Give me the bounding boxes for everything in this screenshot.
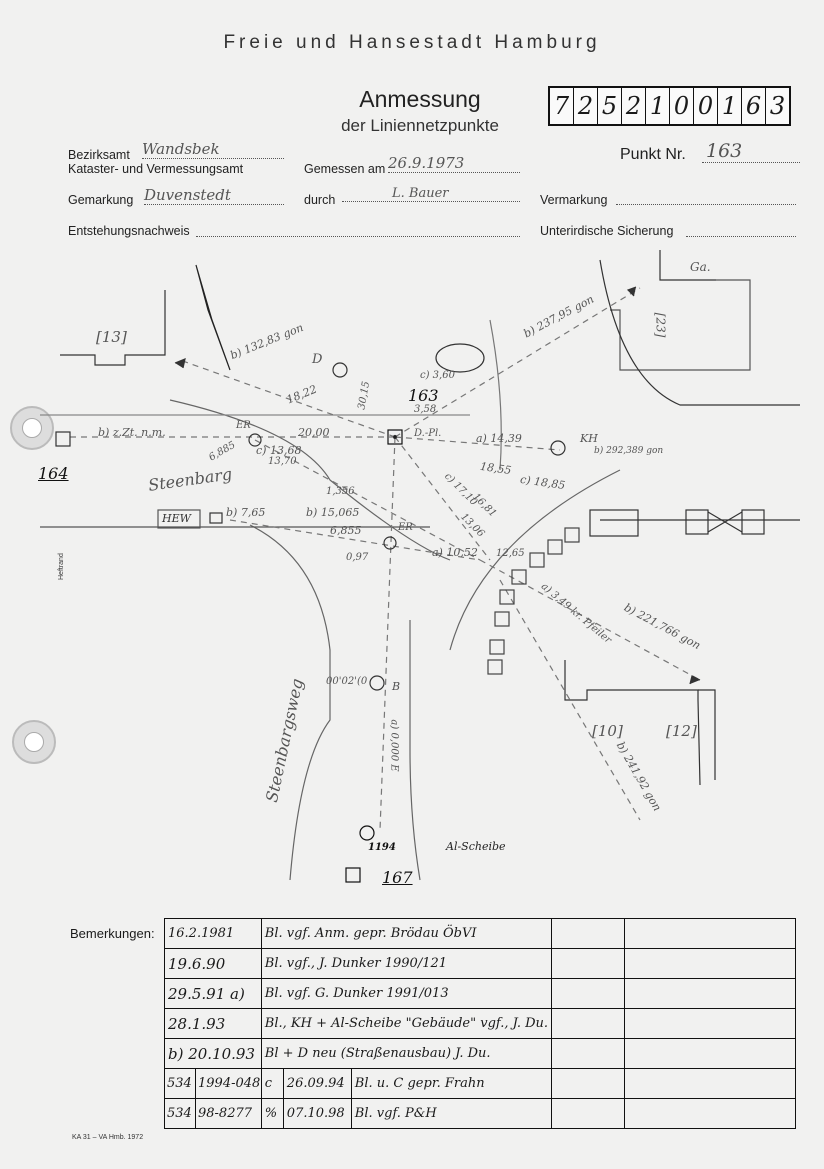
city-header: Freie und Hansestadt Hamburg — [223, 32, 601, 53]
label-d-pl: D.-Pl. — [414, 428, 442, 439]
remarks-cell: 534 — [165, 1069, 196, 1098]
measure-1052: a) 10,52 — [432, 546, 478, 559]
label-er-2: ER — [398, 522, 413, 533]
remarks-cell: Bl. vgf. Anm. gepr. Brödau ÖbVI — [261, 919, 551, 949]
measure-b221: b) 221,766 gon — [621, 600, 703, 653]
measure-1681: 16,81 — [470, 491, 499, 520]
label-al-scheibe: Al-Scheibe — [446, 840, 506, 853]
remarks-cell — [624, 1099, 795, 1129]
label-er-1: ER — [236, 420, 251, 431]
id-digit: 7 — [550, 88, 574, 124]
point-b-circle — [370, 676, 384, 690]
point-167-square — [346, 868, 360, 882]
measure-15065: b) 15,065 — [306, 506, 360, 519]
label-ga: Ga. — [690, 260, 711, 274]
measure-2000: 20,00 — [298, 426, 330, 439]
remarks-row — [165, 1069, 796, 1099]
id-digit: 3 — [769, 92, 786, 120]
label-point-167: 167 — [382, 868, 413, 887]
remarks-cell: % — [262, 1099, 284, 1128]
id-digit: 0 — [694, 88, 718, 124]
remarks-row — [165, 1099, 796, 1129]
label-10: [10] — [592, 722, 623, 740]
arrow-b132 — [175, 359, 185, 368]
measure-1370: 13,70 — [268, 456, 297, 467]
north-arrow — [196, 265, 230, 370]
gemarkung-label: Gemarkung — [68, 193, 134, 207]
point-d-circle — [333, 363, 347, 377]
remarks-cell: 26.09.94 — [284, 1069, 352, 1098]
measure-zd: b) z.Zt. n.m. — [98, 426, 166, 439]
unterirdisch-label: Unterirdische Sicherung — [540, 224, 674, 238]
remarks-cell: 28.1.93 — [165, 1009, 262, 1039]
remarks-cell: 07.10.98 — [284, 1099, 352, 1128]
vermarkung-label: Vermarkung — [540, 193, 608, 207]
measure-1710: c) 17,10 — [442, 471, 480, 508]
remarks-cell — [552, 1099, 624, 1129]
road-steenbargsweg-right — [410, 620, 420, 880]
gemarkung-value: Duvenstedt — [144, 186, 284, 205]
road-edge-ne — [600, 260, 800, 405]
measure-1368: c) 13,68 — [256, 444, 302, 457]
measure-1885: c) 18,85 — [519, 472, 567, 493]
remarks-cell: Bl. vgf., J. Dunker 1990/121 — [261, 949, 551, 979]
building-12-edge — [698, 690, 715, 780]
point-kh-circle — [551, 441, 565, 455]
remarks-cell: 98-8277 — [198, 1106, 253, 1121]
measure-1356: 1,356 — [326, 486, 355, 497]
remarks-row — [165, 949, 796, 979]
punkt-label: Punkt Nr. — [620, 146, 686, 163]
label-point-164: 164 — [38, 464, 69, 483]
remarks-table — [164, 918, 796, 1129]
measure-1306: 13,06 — [458, 511, 487, 540]
label-13: [13] — [96, 328, 127, 346]
bezirksamt-label: Bezirksamt — [68, 148, 130, 162]
gemessen-value: 26.9.1973 — [388, 154, 520, 173]
measure-1855: 18,55 — [479, 459, 513, 478]
id-digit: 1 — [718, 88, 742, 124]
label-hew: HEW — [162, 512, 191, 525]
remarks-cell: 16.2.1981 — [165, 919, 262, 949]
remarks-cell — [552, 949, 624, 979]
arrow-b221 — [690, 676, 700, 684]
remarks-row — [165, 1009, 796, 1039]
label-b: B — [392, 680, 401, 693]
measure-kh-gon: b) 292,389 gon — [594, 446, 664, 456]
remarks-cell — [624, 979, 795, 1009]
kataster-label: Kataster- und Vermessungsamt — [68, 162, 244, 176]
remarks-row — [165, 979, 796, 1009]
measure-b132: b) 132,83 gon — [228, 320, 306, 363]
gate-right — [742, 510, 764, 534]
remarks-cell — [552, 919, 624, 949]
remarks-cell: Bl. u. C gepr. Frahn — [354, 1076, 485, 1091]
remarks-row — [165, 919, 796, 949]
remarks-cell: 19.6.90 — [165, 949, 262, 979]
structure-box — [590, 510, 638, 536]
measure-1822: 18,22 — [284, 382, 319, 407]
heftrand-label: Heftrand — [58, 553, 65, 580]
label-23: [23] — [653, 312, 668, 338]
id-digit: 1 — [646, 88, 670, 124]
measure-b237: b) 237,95 gon — [521, 292, 597, 341]
remarks-cell: Bl. vgf. P&H — [354, 1106, 437, 1121]
remarks-row — [165, 1039, 796, 1069]
label-kh: KH — [580, 432, 598, 445]
measure-1439: a) 14,39 — [476, 432, 522, 445]
measure-b241: b) 241,92 gon — [613, 739, 664, 814]
remarks-cell — [552, 1009, 624, 1039]
remarks-cell — [624, 1009, 795, 1039]
id-digit: 2 — [622, 88, 646, 124]
id-digit: 6 — [742, 88, 766, 124]
measure-ab: a) 0,000 E — [388, 719, 400, 772]
measure-00b: 00'02'(0 — [326, 676, 368, 687]
label-point-163: 163 — [408, 386, 439, 405]
remarks-cell — [624, 1069, 795, 1099]
point-al-circle — [360, 826, 374, 840]
entstehung-label: Entstehungsnachweis — [68, 224, 190, 238]
id-digit: 2 — [574, 88, 598, 124]
punkt-value: 163 — [702, 140, 800, 163]
form-number: KA 31 – VA Hmb. 1972 — [72, 1134, 144, 1141]
measure-360: c) 3,60 — [420, 370, 455, 381]
measure-1265: 12,65 — [496, 548, 525, 559]
remarks-cell: Bl. vgf. G. Dunker 1991/013 — [261, 979, 551, 1009]
durch-label: durch — [304, 193, 336, 207]
measure-765: b) 7,65 — [226, 506, 266, 519]
measure-097: 0,97 — [346, 552, 369, 563]
street-steenbarg: Steenbarg — [147, 464, 234, 495]
label-d: D — [312, 352, 323, 367]
remarks-cell: c — [262, 1069, 284, 1098]
remarks-cell: b) 20.10.93 — [165, 1039, 262, 1069]
gemessen-label: Gemessen am — [304, 162, 386, 176]
road-north — [490, 320, 501, 470]
measure-3015: 30,15 — [356, 380, 373, 411]
bezirksamt-value: Wandsbek — [142, 140, 284, 159]
durch-value: L. Bauer — [342, 186, 520, 202]
measure-6885: 6,885 — [207, 439, 238, 464]
measure-1194: 1194 — [368, 842, 396, 853]
remarks-cell — [552, 1039, 624, 1069]
remarks-cell: 29.5.91 a) — [165, 979, 262, 1009]
id-digit: 5 — [598, 88, 622, 124]
point-164-square — [56, 432, 70, 446]
point-er2-circle — [384, 537, 396, 549]
measure-6855: 6,855 — [330, 524, 362, 537]
remarks-cell: 1994-048 — [198, 1076, 261, 1091]
measure-349: a) 3,49 kr. Pfeiler — [538, 580, 614, 647]
remarks-cell — [552, 1069, 624, 1099]
remarks-cell — [624, 1039, 795, 1069]
form-subtitle: der Liniennetzpunkte — [341, 116, 499, 135]
remarks-label: Bemerkungen: — [70, 926, 155, 941]
id-digit: 0 — [670, 88, 694, 124]
street-steenbargsweg: Steenbargsweg — [262, 676, 307, 804]
form-title: Anmessung — [359, 86, 481, 112]
tree-ellipse — [436, 344, 484, 372]
label-12: [12] — [666, 722, 697, 740]
measure-358: 3,58 — [414, 404, 437, 415]
remarks-cell: Bl + D neu (Straßenausbau) J. Du. — [261, 1039, 551, 1069]
arrow-b237 — [628, 287, 636, 296]
remarks-cell: Bl., KH + Al-Scheibe "Gebäude" vgf., J. Du. — [261, 1009, 551, 1039]
remarks-cell — [552, 979, 624, 1009]
remarks-cell — [624, 919, 795, 949]
remarks-cell: 534 — [165, 1099, 196, 1128]
remarks-cell — [624, 949, 795, 979]
gate-left — [686, 510, 708, 534]
